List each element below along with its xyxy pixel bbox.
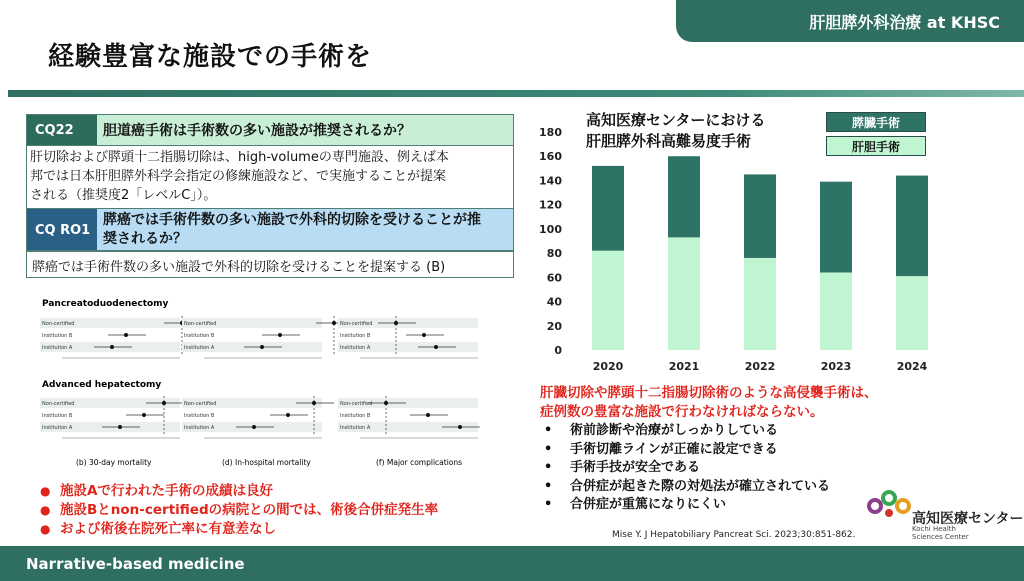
bar-hepatobiliary bbox=[896, 276, 928, 350]
cqro1-question-line: 奨されるか？ bbox=[103, 231, 187, 247]
cqro1-question-line: 膵癌では手術件数の多い施設で外科的切除を受けることが推 bbox=[103, 212, 481, 228]
forest-row-label: Non-certified bbox=[42, 321, 75, 327]
reason-item: • 手術切離ラインが正確に設定できる bbox=[540, 441, 830, 460]
y-tick-label: 20 bbox=[546, 319, 562, 333]
forest-point bbox=[332, 321, 336, 325]
x-tick-label: 2023 bbox=[820, 360, 852, 373]
conclusion-line: 症例数の豊富な施設で行わなければならない。 bbox=[540, 404, 824, 420]
title-divider bbox=[8, 90, 1024, 97]
forest-section-title: Advanced hepatectomy bbox=[42, 380, 162, 390]
forest-row-label: Institution A bbox=[42, 345, 73, 351]
logo-name: 高知医療センター bbox=[912, 511, 1024, 527]
forest-caption: (f) Major complications bbox=[376, 458, 463, 467]
forest-point bbox=[252, 425, 256, 429]
y-tick-label: 0 bbox=[554, 344, 562, 357]
bar-hepatobiliary bbox=[668, 237, 700, 350]
forest-plot-figure bbox=[36, 296, 496, 468]
cqro1-id: CQ RO1 bbox=[27, 209, 97, 251]
y-tick-label: 140 bbox=[539, 174, 562, 188]
forest-row-label: Institution A bbox=[184, 425, 215, 431]
findings-item: ● 施設Bとnon-certifiedの病院との間では、術後合併症発生率 bbox=[40, 501, 438, 520]
y-tick-label: 80 bbox=[546, 247, 562, 261]
y-tick-label: 40 bbox=[546, 295, 562, 309]
cq22-id: CQ22 bbox=[27, 115, 97, 145]
bar-hepatobiliary bbox=[744, 258, 776, 350]
x-tick-label: 2021 bbox=[668, 360, 700, 373]
cq22-question: 胆道癌手術は手術数の多い施設が推奨されるか？ bbox=[97, 115, 513, 145]
cqro1-question bbox=[97, 209, 513, 251]
forest-row-label: Non-certified bbox=[42, 401, 75, 407]
forest-point bbox=[278, 333, 282, 337]
forest-point bbox=[422, 333, 426, 337]
findings-item: ● 施設Aで行われた手術の成績は良好 bbox=[40, 482, 438, 501]
forest-row-label: Non-certified bbox=[340, 401, 373, 407]
forest-point bbox=[118, 425, 122, 429]
x-tick-label: 2024 bbox=[896, 360, 928, 373]
bar-pancreas bbox=[820, 182, 852, 273]
forest-plot-svg bbox=[36, 296, 496, 468]
forest-row-label: Non-certified bbox=[184, 321, 217, 327]
forest-point bbox=[384, 401, 388, 405]
chart-title-line: 肝胆膵外科高難易度手術 bbox=[586, 132, 752, 150]
bar-hepatobiliary bbox=[820, 272, 852, 350]
forest-point bbox=[110, 345, 114, 349]
y-tick-label: 60 bbox=[546, 271, 562, 285]
cq22-answer-line: される（推奨度2「レベルC」）。 bbox=[30, 188, 217, 203]
footer-bar: Narrative-based medicine bbox=[0, 546, 1024, 581]
bar-hepatobiliary bbox=[592, 251, 624, 350]
forest-row-label: Institution B bbox=[184, 413, 215, 419]
reason-item: • 手術手技が安全である bbox=[540, 459, 830, 478]
forest-point bbox=[162, 401, 166, 405]
forest-section-title: Pancreatoduodenectomy bbox=[42, 299, 169, 309]
chart-title-line: 高知医療センターにおける bbox=[586, 111, 766, 129]
reason-item: • 合併症が重篤になりにくい bbox=[540, 496, 830, 515]
cq22-answer bbox=[30, 148, 510, 205]
forest-point bbox=[458, 425, 462, 429]
findings-item-continued: ● および術後在院死亡率に有意差なし bbox=[40, 520, 438, 539]
conclusion-line: 肝臓切除や膵頭十二指腸切除術のような高侵襲手術は、 bbox=[540, 385, 878, 401]
reason-item: • 術前診断や治療がしっかりしている bbox=[540, 422, 830, 441]
logo-subtitle-line: Kochi Health bbox=[912, 525, 956, 533]
reason-item: • 合併症が起きた際の対処法が確立されている bbox=[540, 478, 830, 497]
y-tick-label: 160 bbox=[539, 150, 562, 164]
forest-point bbox=[426, 413, 430, 417]
header-tag: 肝胆膵外科治療 at KHSC bbox=[676, 0, 1024, 42]
citation: Mise Y. J Hepatobiliary Pancreat Sci. 2023;30:851-862. bbox=[612, 530, 856, 540]
cqro1-header bbox=[26, 208, 514, 252]
bar-pancreas bbox=[744, 174, 776, 258]
forest-caption: (b) 30-day mortality bbox=[76, 458, 152, 467]
bar-pancreas bbox=[592, 166, 624, 251]
forest-row-label: Institution A bbox=[42, 425, 73, 431]
forest-point bbox=[394, 321, 398, 325]
forest-point bbox=[260, 345, 264, 349]
forest-point bbox=[434, 345, 438, 349]
conclusion-statement bbox=[540, 384, 878, 422]
x-tick-label: 2022 bbox=[744, 360, 776, 373]
forest-row-label: Non-certified bbox=[340, 321, 373, 327]
forest-row-label: Institution A bbox=[184, 345, 215, 351]
bar-chart bbox=[536, 124, 956, 376]
forest-row-label: Institution A bbox=[340, 345, 371, 351]
forest-point bbox=[142, 413, 146, 417]
reasons-list bbox=[540, 422, 830, 515]
logo-subtitle bbox=[912, 525, 969, 541]
forest-point bbox=[124, 333, 128, 337]
forest-point bbox=[312, 401, 316, 405]
cq22-answer-line: 肝切除および膵頭十二指腸切除は、high-volumeの専門施設、例えば本 bbox=[30, 150, 449, 165]
cq22-answer-line: 邦では日本肝胆膵外科学会指定の修練施設など、で実施することが提案 bbox=[30, 169, 447, 184]
forest-row-label: Non-certified bbox=[184, 401, 217, 407]
logo-subtitle-line: Sciences Center bbox=[912, 533, 969, 541]
cq22-header bbox=[26, 114, 514, 146]
y-tick-label: 120 bbox=[539, 198, 562, 212]
forest-point bbox=[286, 413, 290, 417]
legend-hepatobiliary: 肝胆手術 bbox=[826, 136, 926, 156]
y-tick-label: 180 bbox=[539, 126, 562, 139]
y-tick-label: 100 bbox=[539, 222, 562, 236]
forest-panels bbox=[40, 316, 480, 438]
logo-icon bbox=[866, 486, 912, 522]
forest-row-label: Institution A bbox=[340, 425, 371, 431]
forest-row-label: Institution B bbox=[42, 413, 73, 419]
forest-row-label: Institution B bbox=[340, 333, 371, 339]
cqro1-answer: 膵癌では手術件数の多い施設で外科的切除を受けることを提案する (B) bbox=[32, 260, 446, 275]
bar-pancreas bbox=[668, 156, 700, 237]
bar-pancreas bbox=[896, 176, 928, 277]
forest-caption: (d) In-hospital mortality bbox=[222, 458, 311, 467]
forest-row-label: Institution B bbox=[340, 413, 371, 419]
legend-pancreas: 膵臓手術 bbox=[826, 112, 926, 132]
page-title: 経験豊富な施設での手術を bbox=[48, 42, 373, 72]
forest-row-label: Institution B bbox=[42, 333, 73, 339]
findings-list bbox=[40, 482, 438, 539]
x-tick-label: 2020 bbox=[592, 360, 624, 373]
forest-row-label: Institution B bbox=[184, 333, 215, 339]
